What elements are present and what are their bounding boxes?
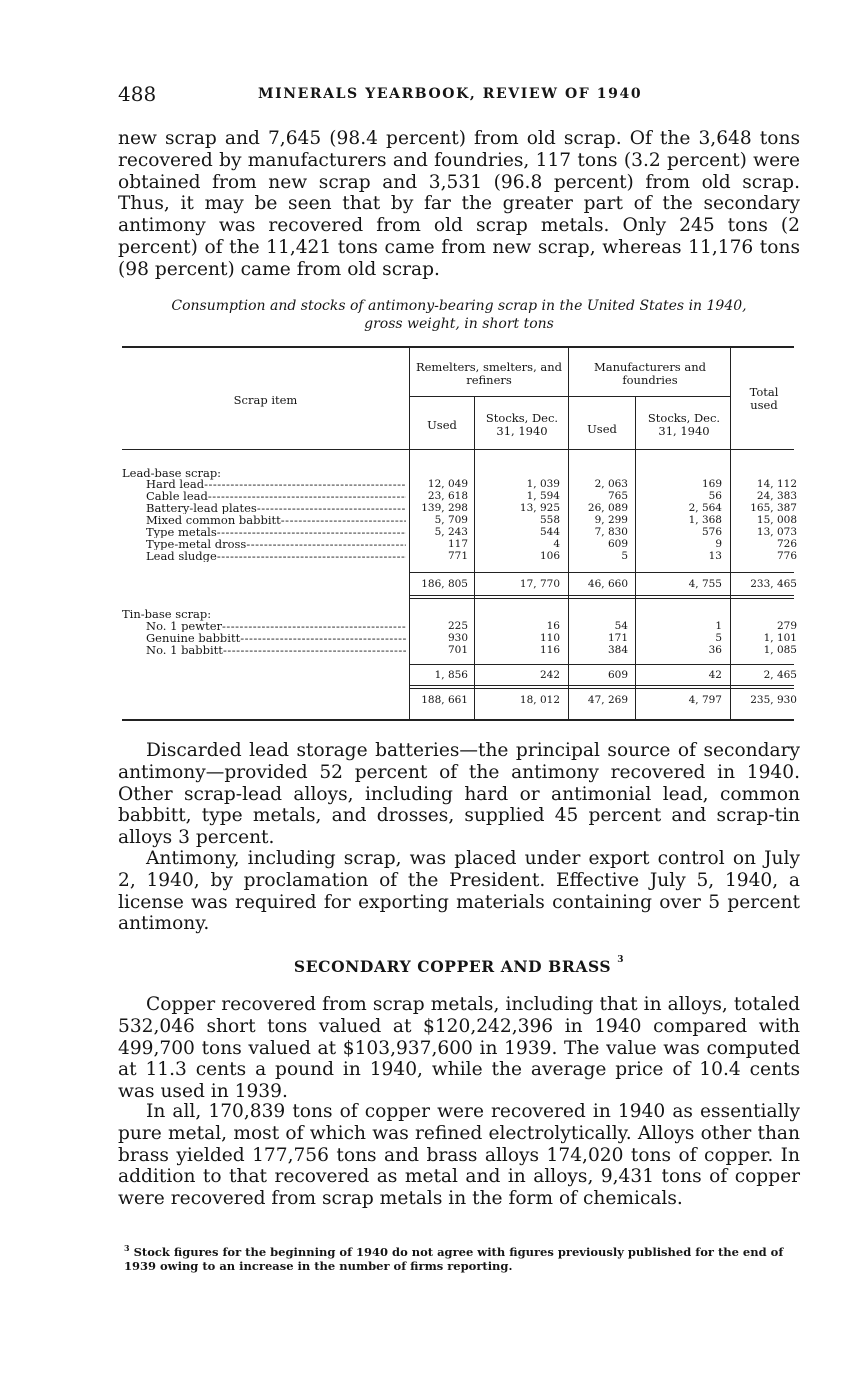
cell-stocks-2: 5 [715,632,722,644]
cell-stocks-2: 4, 797 [688,694,722,706]
cell-total: 776 [776,550,797,562]
cell-used-2: 46, 660 [587,578,628,590]
cell-stocks-1: 110 [539,632,560,644]
cell-stocks-1: 4 [553,538,560,550]
cell-stocks-1: 242 [539,669,560,681]
page-number: 488 [118,82,157,106]
cell-used-2: 26, 089 [587,502,628,514]
cell-stocks-1: 17, 770 [519,578,560,590]
row-item-label: Lead sludge ----- [146,550,406,562]
header-remelters: Remelters, smelters, and refiners [415,360,563,387]
row-item-label: Cable lead ----- [146,490,406,502]
table-caption-line1: Consumption and stocks of antimony-bearing scrap in the United States in 1940, [171,298,747,314]
cell-stocks-1: 1, 594 [526,490,560,502]
cell-total: 15, 008 [756,514,797,526]
cell-used-1: 771 [447,550,468,562]
section-label-lead-base: Lead-base scrap: [122,466,222,480]
paragraph-copper-pure: In all, 170,839 tons of copper were recovered in 1940 as essentially pure metal, most of which was refined electrolytically. Alloys other than brass yielded 177,756 tons and brass alloys 174,020 tons of copper. In addition to that recovered as metal and in alloys, 9,431 tons of copper were recovered from scrap metals in the form of chemicals. [118,1101,800,1210]
cell-used-2: 7, 830 [594,526,628,538]
cell-stocks-1: 18, 012 [519,694,560,706]
section-heading-text: SECONDARY COPPER AND BRASS [293,957,612,976]
cell-stocks-2: 36 [708,644,722,656]
paragraph-export: Antimony, including scrap, was placed under export control on July 2, 1940, by proclamation of the President. Effective July 5, 1940, a license was required for exporting materials containing over 5 percent antimony. [118,848,800,935]
cell-stocks-1: 544 [539,526,560,538]
cell-used-1: 701 [447,644,468,656]
header-used-1: Used [427,418,457,432]
footnote-ref: 3 [617,955,625,965]
cell-used-1: 5, 709 [434,514,468,526]
cell-stocks-2: 9 [715,538,722,550]
header-stocks-2: Stocks, Dec. 31, 1940 [647,411,721,438]
row-item-label: Genuine babbitt ----- [146,632,406,644]
row-item-label: No. 1 pewter ----- [146,620,406,632]
cell-stocks-2: 1 [715,620,722,632]
cell-total: 235, 930 [750,694,797,706]
cell-used-1: 12, 049 [427,478,468,490]
table-caption [118,297,800,333]
row-item-label: Mixed common babbitt ----- [146,514,406,526]
cell-total: 165, 387 [750,502,797,514]
cell-used-2: 171 [607,632,628,644]
row-item-label: Type metals ----- [146,526,406,538]
paragraph-intro: new scrap and 7,645 (98.4 percent) from old scrap. Of the 3,648 tons recovered by manufacturers and foundries, 117 tons (3.2 percent) were obtained from new scrap and 3,531 (96.8 percent) from old scrap. Thus, it may be seen that by far the greater part of the secondary antimony was recovered from old scrap metals. Only 245 tons (2 percent) of the 11,421 tons came from new scrap, whereas 11,176 tons (98 percent) came from old scrap. [118,128,800,280]
cell-stocks-2: 576 [701,526,722,538]
paragraph-batteries: Discarded lead storage batteries—the principal source of secondary antimony—provided 52 percent of the antimony recovered in 1940. Other scrap-lead alloys, including hard or antimonial lead, common babbitt, type metals, and drosses, supplied 45 percent and scrap-tin alloys 3 percent. [118,740,800,849]
header-manufacturers: Manufacturers and foundries [593,360,706,387]
cell-total: 14, 112 [756,478,797,490]
cell-used-2: 9, 299 [594,514,628,526]
cell-used-1: 225 [447,620,468,632]
section-heading [118,957,800,976]
row-item-label: No. 1 babbitt ----- [146,644,406,656]
cell-used-2: 384 [607,644,628,656]
cell-stocks-2: 4, 755 [688,578,722,590]
cell-used-2: 5 [621,550,628,562]
cell-used-1: 117 [447,538,468,550]
header-total-used: Total used [749,385,779,412]
cell-total: 24, 383 [756,490,797,502]
running-head: MINERALS YEARBOOK, REVIEW OF 1940 [258,86,643,102]
cell-total: 1, 101 [763,632,797,644]
cell-used-2: 609 [607,669,628,681]
cell-stocks-1: 558 [539,514,560,526]
cell-stocks-1: 13, 925 [519,502,560,514]
cell-total: 2, 465 [763,669,797,681]
cell-stocks-1: 16 [546,620,560,632]
cell-used-2: 765 [607,490,628,502]
cell-used-1: 930 [447,632,468,644]
footnote-text: Stock figures for the beginning of 1940 do not agree with figures previously published for the end of 1939 owing to an increase in the number of firms reporting. [124,1244,784,1273]
row-item-label: Hard lead ----- [146,478,406,490]
cell-stocks-1: 106 [539,550,560,562]
cell-total: 13, 073 [756,526,797,538]
footnote [124,1241,804,1273]
paragraph-copper-recovered: Copper recovered from scrap metals, including that in alloys, totaled 532,046 short tons valued at $120,242,396 in 1940 compared with 499,700 tons valued at $103,937,600 in 1939. The value was computed at 11.3 cents a pound in 1940, while the average price of 10.4 cents was used in 1939. [118,994,800,1103]
cell-used-1: 188, 661 [421,694,468,706]
cell-stocks-2: 2, 564 [688,502,722,514]
cell-stocks-1: 1, 039 [526,478,560,490]
cell-stocks-2: 13 [708,550,722,562]
table-caption-line2: gross weight, in short tons [364,316,554,332]
row-item-label: Battery-lead plates ----- [146,502,406,514]
cell-stocks-2: 56 [708,490,722,502]
cell-used-1: 5, 243 [434,526,468,538]
row-item-label: Type-metal dross ----- [146,538,406,550]
page-header [118,82,808,108]
cell-used-1: 139, 298 [421,502,468,514]
cell-stocks-2: 169 [701,478,722,490]
header-used-2: Used [587,422,617,436]
cell-stocks-2: 1, 368 [688,514,722,526]
cell-total: 726 [776,538,797,550]
scrap-table [122,346,797,722]
footnote-marker: 3 [124,1243,130,1253]
header-stocks-1: Stocks, Dec. 31, 1940 [485,411,559,438]
cell-used-1: 186, 805 [421,578,468,590]
section-label-tin-base: Tin-base scrap: [122,607,212,621]
header-scrap-item: Scrap item [233,393,298,407]
cell-stocks-2: 42 [708,669,722,681]
cell-used-2: 2, 063 [594,478,628,490]
cell-used-1: 1, 856 [434,669,468,681]
cell-used-2: 54 [614,620,628,632]
cell-total: 279 [776,620,797,632]
cell-used-2: 47, 269 [587,694,628,706]
cell-total: 233, 465 [750,578,797,590]
cell-used-1: 23, 618 [427,490,468,502]
cell-total: 1, 085 [763,644,797,656]
cell-used-2: 609 [607,538,628,550]
cell-stocks-1: 116 [539,644,560,656]
